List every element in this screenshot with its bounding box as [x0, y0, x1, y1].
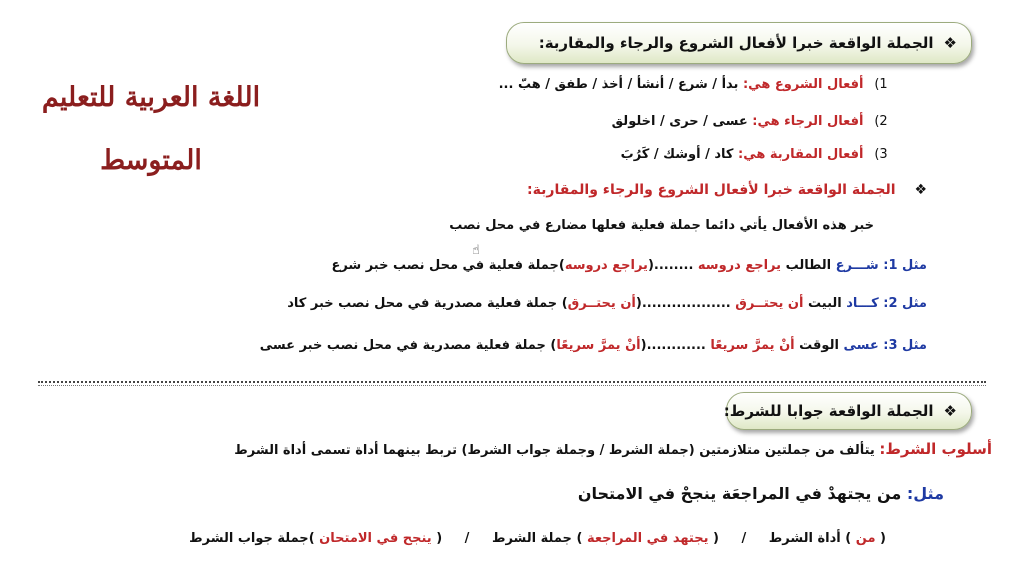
part-open: (: [436, 531, 443, 546]
example-subject: الوقت: [799, 338, 839, 353]
section2-heading: [527, 182, 927, 198]
section1-item-2: [612, 114, 894, 129]
part-desc: جملة الشرط: [491, 531, 572, 546]
example-verb: شـــرع: [835, 258, 879, 273]
example-paren: أن يحتــرق: [567, 296, 636, 311]
example-tail: جملة فعلية مصدرية في محل نصب خبر كاد: [287, 296, 558, 311]
diamond-bullet-icon: ❖: [943, 34, 957, 52]
part-separator: /: [464, 531, 470, 546]
side-title-line2: المتوسط: [100, 145, 202, 176]
part-desc: جملة جواب الشرط: [189, 531, 309, 546]
example-paren: يراجع دروسه: [564, 258, 648, 273]
example-label: مثل 2:: [883, 296, 927, 311]
section1-item-3: [621, 147, 894, 162]
example-dots: ........(: [647, 258, 694, 273]
example-verb: كـــاد: [846, 296, 879, 311]
part-desc: أداة الشرط: [768, 531, 841, 546]
definition-label: أسلوب الشرط:: [879, 440, 992, 458]
dotted-separator: [38, 381, 986, 383]
conditional-example: [578, 484, 944, 503]
item-label: أفعال الرجاء هي:: [752, 114, 864, 129]
section1-title-pill: [506, 22, 972, 64]
example-subject: البيت: [808, 296, 842, 311]
part-close: ): [576, 531, 583, 546]
section1-title: الجملة الواقعة خبرا لأفعال الشروع والرجاء والمقاربة:: [538, 34, 934, 52]
example-dots: ..................(: [635, 296, 731, 311]
part-word: من: [855, 531, 876, 546]
example-close: ): [561, 296, 568, 311]
example-predicate: أنْ يمرَّ سريعًا: [710, 338, 795, 353]
section3-title-pill: [723, 392, 972, 430]
part-close: ): [845, 531, 852, 546]
hand-cursor-icon: ☝: [472, 243, 480, 258]
item-number: 3): [874, 147, 888, 162]
example-dots: ............(: [640, 338, 706, 353]
example-predicate: أن يحتــرق: [735, 296, 804, 311]
example-paren: أنْ يمرَّ سريعًا: [556, 338, 641, 353]
item-label: أفعال المقاربة هي:: [738, 147, 864, 162]
conditional-definition: [234, 440, 992, 458]
example-row-3: [260, 338, 927, 353]
example-tail: جملة فعلية مصدرية في محل نصب خبر عسى: [259, 338, 546, 353]
part-open: (: [880, 531, 886, 546]
part-open: (: [713, 531, 719, 546]
example-row-2: [287, 296, 927, 311]
example-tail: جملة فعلية في محل نصب خبر شرع: [331, 258, 559, 273]
definition-text: يتألف من جملتين متلازمتين (جملة الشرط / وجملة جواب الشرط) تربط بينهما أداة تسمى أداة الشرط: [234, 443, 875, 458]
diamond-bullet-icon: ❖: [914, 182, 927, 198]
example-verb: عسى: [843, 338, 879, 353]
dotted-separator-inner: [38, 385, 986, 386]
item-number: 2): [874, 114, 888, 129]
item-label: أفعال الشروع هي:: [742, 77, 864, 92]
part-word: يجتهد في المراجعة: [586, 531, 709, 546]
part-separator: /: [741, 531, 747, 546]
example-predicate: يراجع دروسه: [697, 258, 782, 273]
section2-title: الجملة الواقعة خبرا لأفعال الشروع والرجاء والمقاربة:: [527, 182, 896, 198]
item-number: 1): [874, 77, 888, 92]
part-word: ينجح في الامتحان: [319, 531, 432, 546]
item-text: كاد / أوشك / كَرُبَ: [620, 147, 734, 162]
section2-rule: خبر هذه الأفعال يأتي دائما جملة فعلية فعلها مضارع في محل نصب: [449, 218, 874, 233]
example-label: مثل:: [906, 484, 944, 503]
example-label: مثل 1:: [883, 258, 927, 273]
parts-breakdown: [189, 531, 886, 546]
diamond-bullet-icon: ❖: [943, 402, 957, 420]
example-subject: الطالب: [785, 258, 832, 273]
item-text: عسى / حرى / اخلولق: [611, 114, 748, 129]
example-close: ): [558, 258, 565, 273]
section1-item-1: [499, 77, 894, 92]
item-text: بدأ / شرع / أنشأ / أخذ / طفق / هبّ ...: [498, 77, 739, 92]
example-sentence: من يجتهدْ في المراجعَة ينجحْ في الامتحان: [577, 484, 902, 503]
side-title-line1: اللغة العربية للتعليم: [41, 82, 261, 113]
example-label: مثل 3:: [883, 338, 927, 353]
example-close: ): [550, 338, 557, 353]
example-row-1: [331, 258, 927, 273]
part-close: ): [308, 531, 315, 546]
section3-title: الجملة الواقعة جوابا للشرط:: [723, 402, 934, 420]
